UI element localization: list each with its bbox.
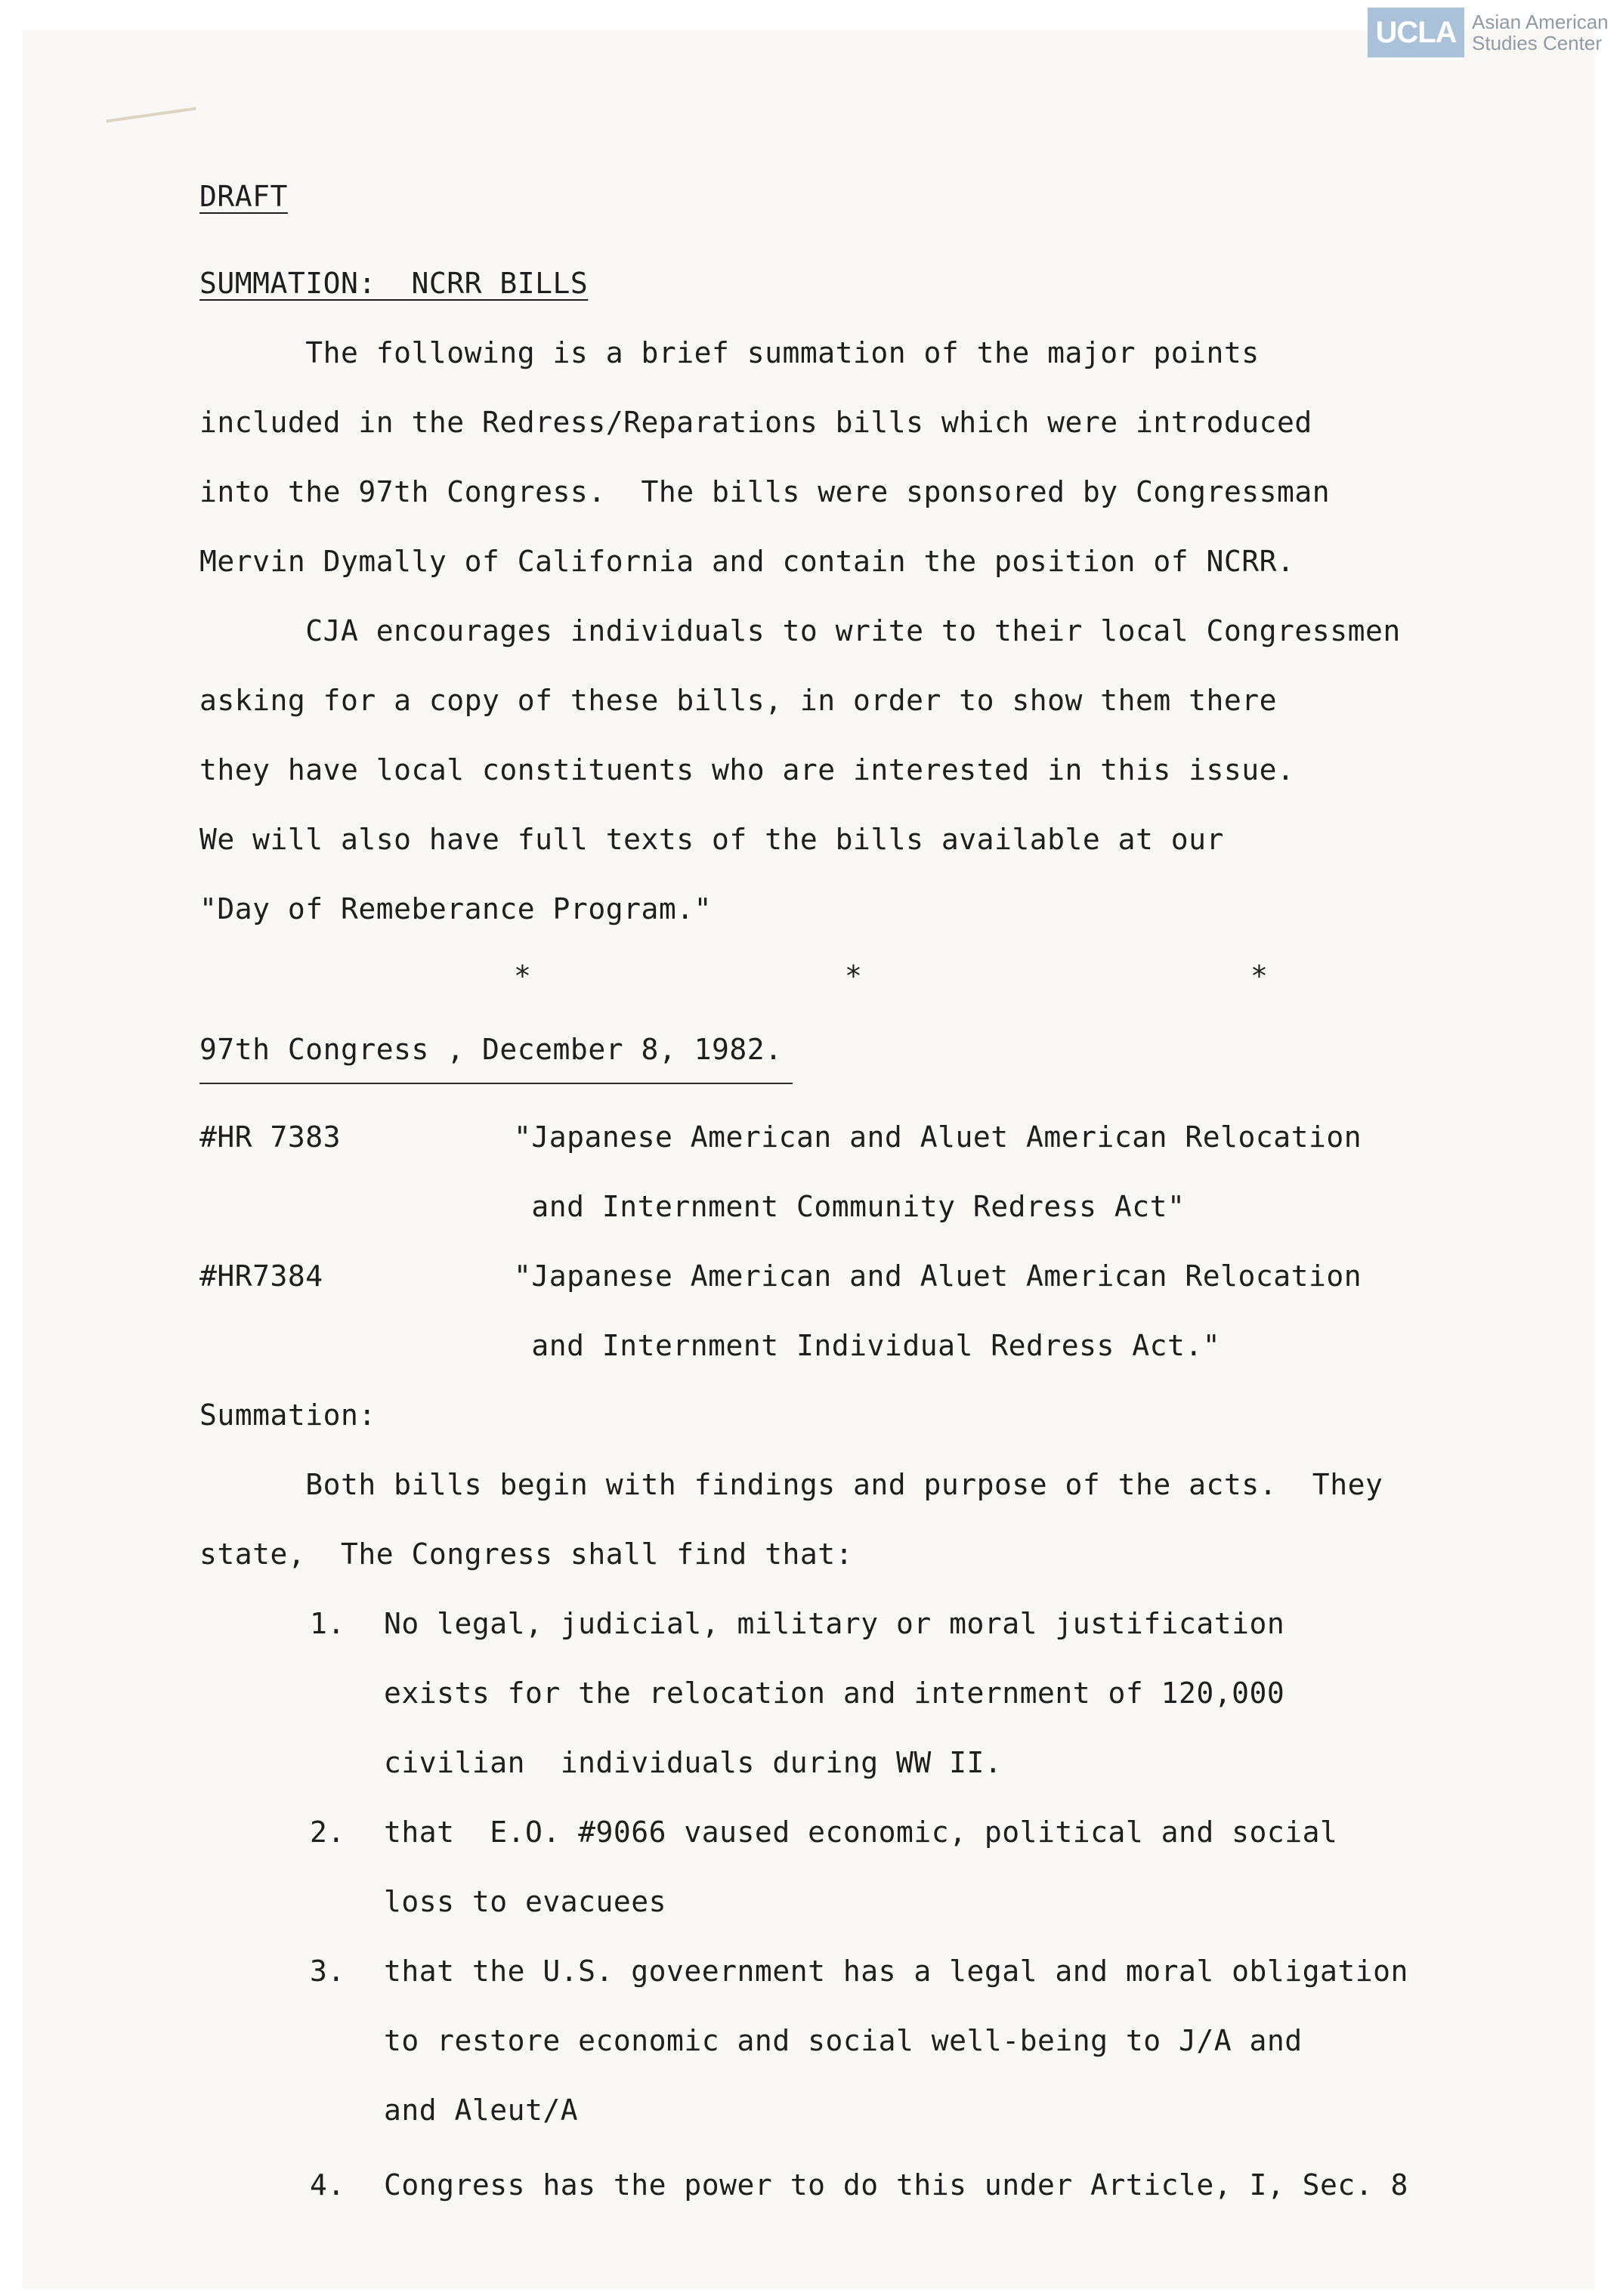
intro-line: We will also have full texts of the bills available at our (199, 823, 1224, 856)
summation-line: state, The Congress shall find that: (199, 1537, 853, 1571)
intro-line: The following is a brief summation of the major points (199, 336, 1260, 369)
finding-line: exists for the relocation and internment of 120,000 (384, 1676, 1285, 1710)
finding-line: to restore economic and social well-being to J/A and (384, 2024, 1303, 2057)
finding-line: civilian individuals during WW II. (384, 1746, 1003, 1779)
finding-number: 4. (310, 2168, 345, 2202)
draft-label: DRAFT (199, 180, 288, 213)
summation-label: Summation: (199, 1398, 376, 1432)
finding-line: and Aleut/A (384, 2094, 579, 2127)
intro-line: Mervin Dymally of California and contain the position of NCRR. (199, 545, 1295, 578)
separator-star: * (845, 959, 863, 993)
finding-number: 1. (310, 1607, 345, 1640)
intro-line: "Day of Remeberance Program." (199, 892, 712, 926)
finding-number: 2. (310, 1815, 345, 1849)
bill-number: #HR 7383 (199, 1120, 342, 1154)
bill-title: "Japanese American and Aluet American Relocation (514, 1120, 1362, 1154)
separator-star: * (1250, 959, 1269, 993)
finding-line: Congress has the power to do this under Article, I, Sec. 8 (384, 2168, 1408, 2202)
finding-number: 3. (310, 1955, 345, 1988)
summation-line: Both bills begin with findings and purpose of the acts. They (199, 1468, 1383, 1501)
ucla-logo-box: UCLA (1368, 8, 1464, 57)
finding-line: that E.O. #9066 vaused economic, political and social (384, 1815, 1338, 1849)
intro-line: they have local constituents who are interested in this issue. (199, 753, 1295, 786)
separator-star: * (514, 959, 532, 993)
intro-line: into the 97th Congress. The bills were sponsored by Congressman (199, 475, 1331, 508)
logo-caption-line1: Asian American (1472, 11, 1609, 33)
intro-line: asking for a copy of these bills, in order to show them there (199, 684, 1278, 717)
intro-line: included in the Redress/Reparations bills which were introduced (199, 406, 1312, 439)
ucla-aasc-logo (1368, 8, 1609, 57)
finding-line: that the U.S. goveernment has a legal and moral obligation (384, 1955, 1408, 1988)
bill-title: "Japanese American and Aluet American Relocation (514, 1259, 1362, 1293)
congress-underline (199, 1083, 793, 1084)
finding-line: loss to evacuees (384, 1885, 667, 1918)
congress-line: 97th Congress , December 8, 1982. (199, 1033, 783, 1066)
bill-title: and Internment Community Redress Act" (514, 1190, 1186, 1223)
logo-caption (1472, 11, 1609, 54)
intro-line: CJA encourages individuals to write to their local Congressmen (199, 614, 1401, 647)
finding-line: No legal, judicial, military or moral justification (384, 1607, 1285, 1640)
bill-number: #HR7384 (199, 1259, 323, 1293)
document-heading: SUMMATION: NCRR BILLS (199, 267, 589, 300)
bill-title: and Internment Individual Redress Act." (514, 1329, 1221, 1362)
logo-caption-line2: Studies Center (1472, 32, 1602, 54)
